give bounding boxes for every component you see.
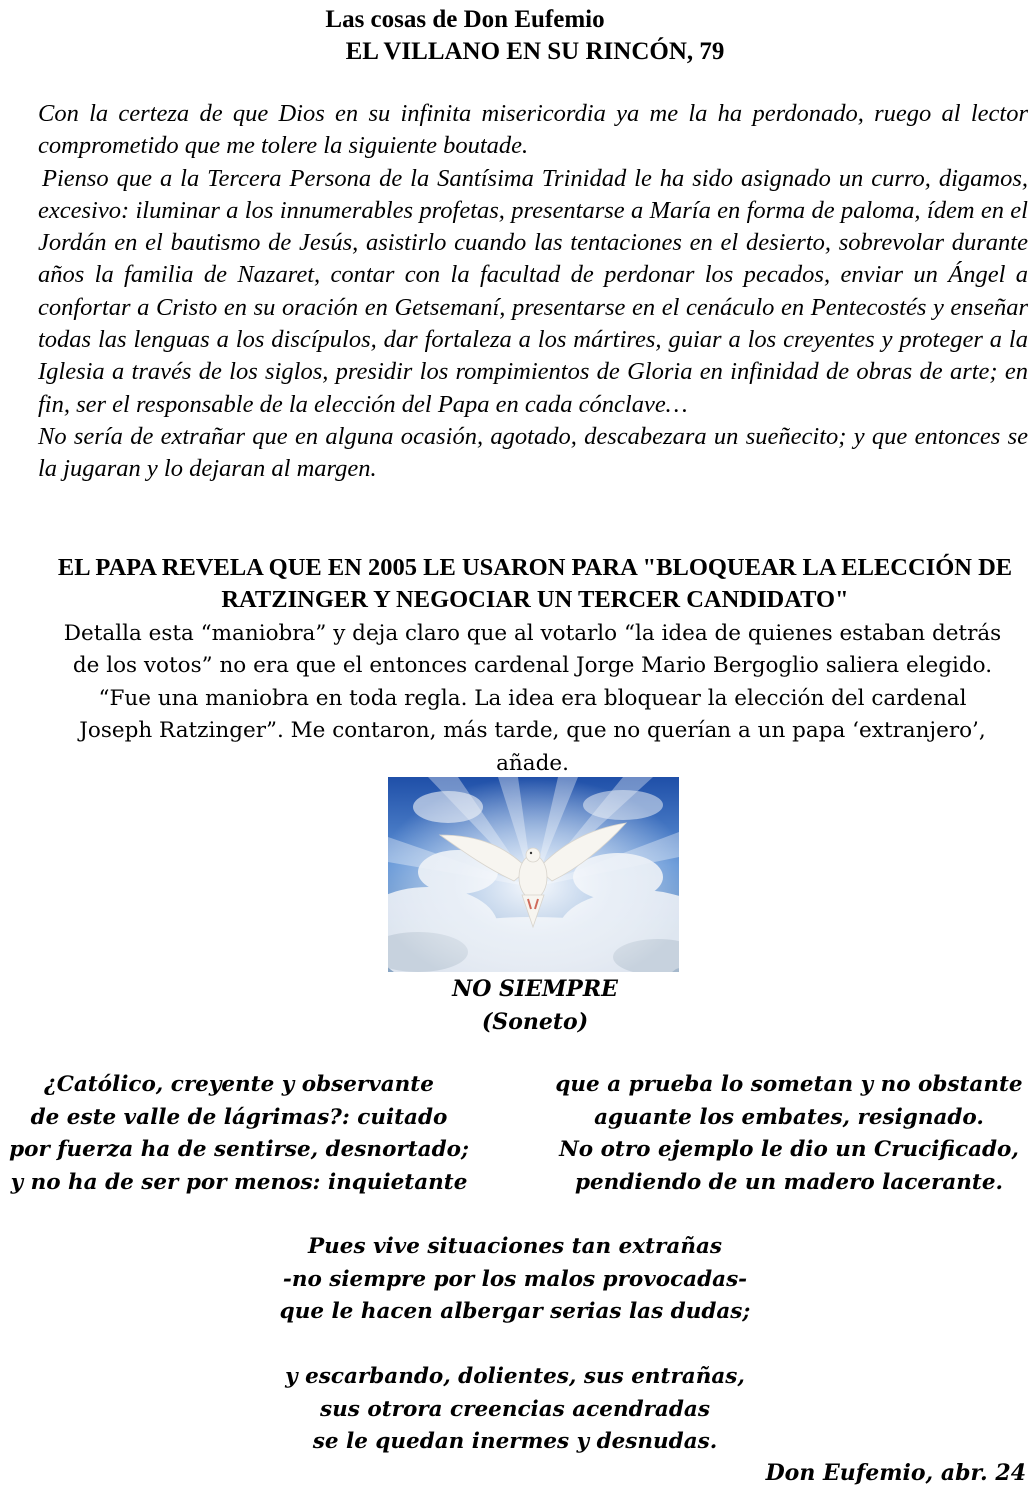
news-body (35, 618, 1030, 780)
news-headline-line: RATZINGER Y NEGOCIAR UN TERCER CANDIDATO" (221, 586, 849, 613)
poem-line: ¿Católico, creyente y observante (44, 1072, 434, 1097)
poem-line: Pues vive situaciones tan extrañas (308, 1234, 722, 1259)
poem-line: que le hacen albergar serias las dudas; (279, 1299, 751, 1325)
poem-line: por fuerza ha de sentirse, desnortado; (9, 1137, 469, 1163)
news-body-line: “Fue una maniobra en toda regla. La idea era bloquear la elección del cardenal (98, 685, 967, 711)
news-headline-line: EL PAPA REVELA QUE EN 2005 LE USARON PARA "BLOQUEAR LA ELECCIÓN DE (57, 554, 1013, 581)
poem-line: se le quedan inermes y desnudas. (312, 1429, 718, 1455)
poem-line: pendiendo de un madero lacerante. (574, 1169, 1004, 1195)
poem-stanza-1 (0, 1069, 478, 1199)
poem-title: NO SIEMPRE (452, 976, 618, 1002)
poem-line: de este valle de lágrimas?: cuitado (30, 1104, 448, 1130)
dove-image (388, 777, 679, 972)
news-body-line: añade. (496, 750, 569, 776)
poem-stanza-3 (230, 1231, 800, 1329)
poem-line: que a prueba lo sometan y no obstante (555, 1072, 1023, 1097)
poem-heading (0, 973, 1030, 1039)
intro-paragraph: No sería de extrañar que en alguna ocasión, agotado, descabezara un sueñecito; y que entonces se la jugaran y lo dejaran al margen. (38, 422, 1028, 483)
document-header (0, 4, 1030, 68)
news-headline (40, 552, 1030, 616)
column-issue-title: EL VILLANO EN SU RINCÓN, 79 (345, 38, 725, 65)
poem-line: y no ha de ser por menos: inquietante (10, 1169, 468, 1195)
poem-line: y escarbando, dolientes, sus entrañas, (285, 1364, 745, 1389)
news-body-line: de los votos” no era que el entonces cardenal Jorge Mario Bergoglio saliera elegido. (72, 653, 993, 679)
poem-line: -no siempre por los malos provocadas- (282, 1266, 748, 1292)
intro-text (38, 98, 1028, 486)
poem-line: aguante los embates, resignado. (594, 1104, 984, 1130)
intro-paragraph: Pienso que a la Tercera Persona de la Santísima Trinidad le ha sido asignado un curro, digamos, excesivo: iluminar a los innumerables profetas, presentarse a María en forma de paloma, ídem en el Jordán en el bautismo de Jesús, asistirlo cuando las tentaciones en el desierto, sobrevolar durante años la familia de Nazaret, contar con la facultad de perdonar los pecados, enviar un Ángel a confortar a Cristo en su oración en Getsemaní, presentarse en el cenáculo en Pentecostés y enseñar todas las lenguas a los discípulos, dar fortaleza a los mártires, guiar a los creyentes y proteger a la Iglesia a través de los siglos, presidir los rompimientos de Gloria en infinidad de obras de arte; en fin, ser el responsable de la elección del Papa en cada cónclave… (38, 164, 1028, 418)
news-body-line: Joseph Ratzinger”. Me contaron, más tarde, que no querían a un papa ‘extranjero’, (79, 718, 986, 744)
author-signature: Don Eufemio, abr. 24 (765, 1460, 1026, 1486)
intro-paragraph: Con la certeza de que Dios en su infinita misericordia ya me la ha perdonado, ruego al lector comprometido que me tolere la siguiente boutade. (38, 100, 1028, 160)
column-series-title: Las cosas de Don Eufemio (325, 6, 605, 33)
poem-stanza-4 (230, 1361, 800, 1459)
poem-subtitle: (Soneto) (481, 1009, 589, 1035)
news-body-line: Detalla esta “maniobra” y deja claro que al votarlo “la idea de quienes estaban detrás (63, 621, 1002, 646)
poem-stanza-2 (548, 1069, 1030, 1199)
poem-line: No otro ejemplo le dio un Crucificado, (559, 1137, 1019, 1163)
poem-line: sus otrora creencias acendradas (320, 1396, 710, 1422)
